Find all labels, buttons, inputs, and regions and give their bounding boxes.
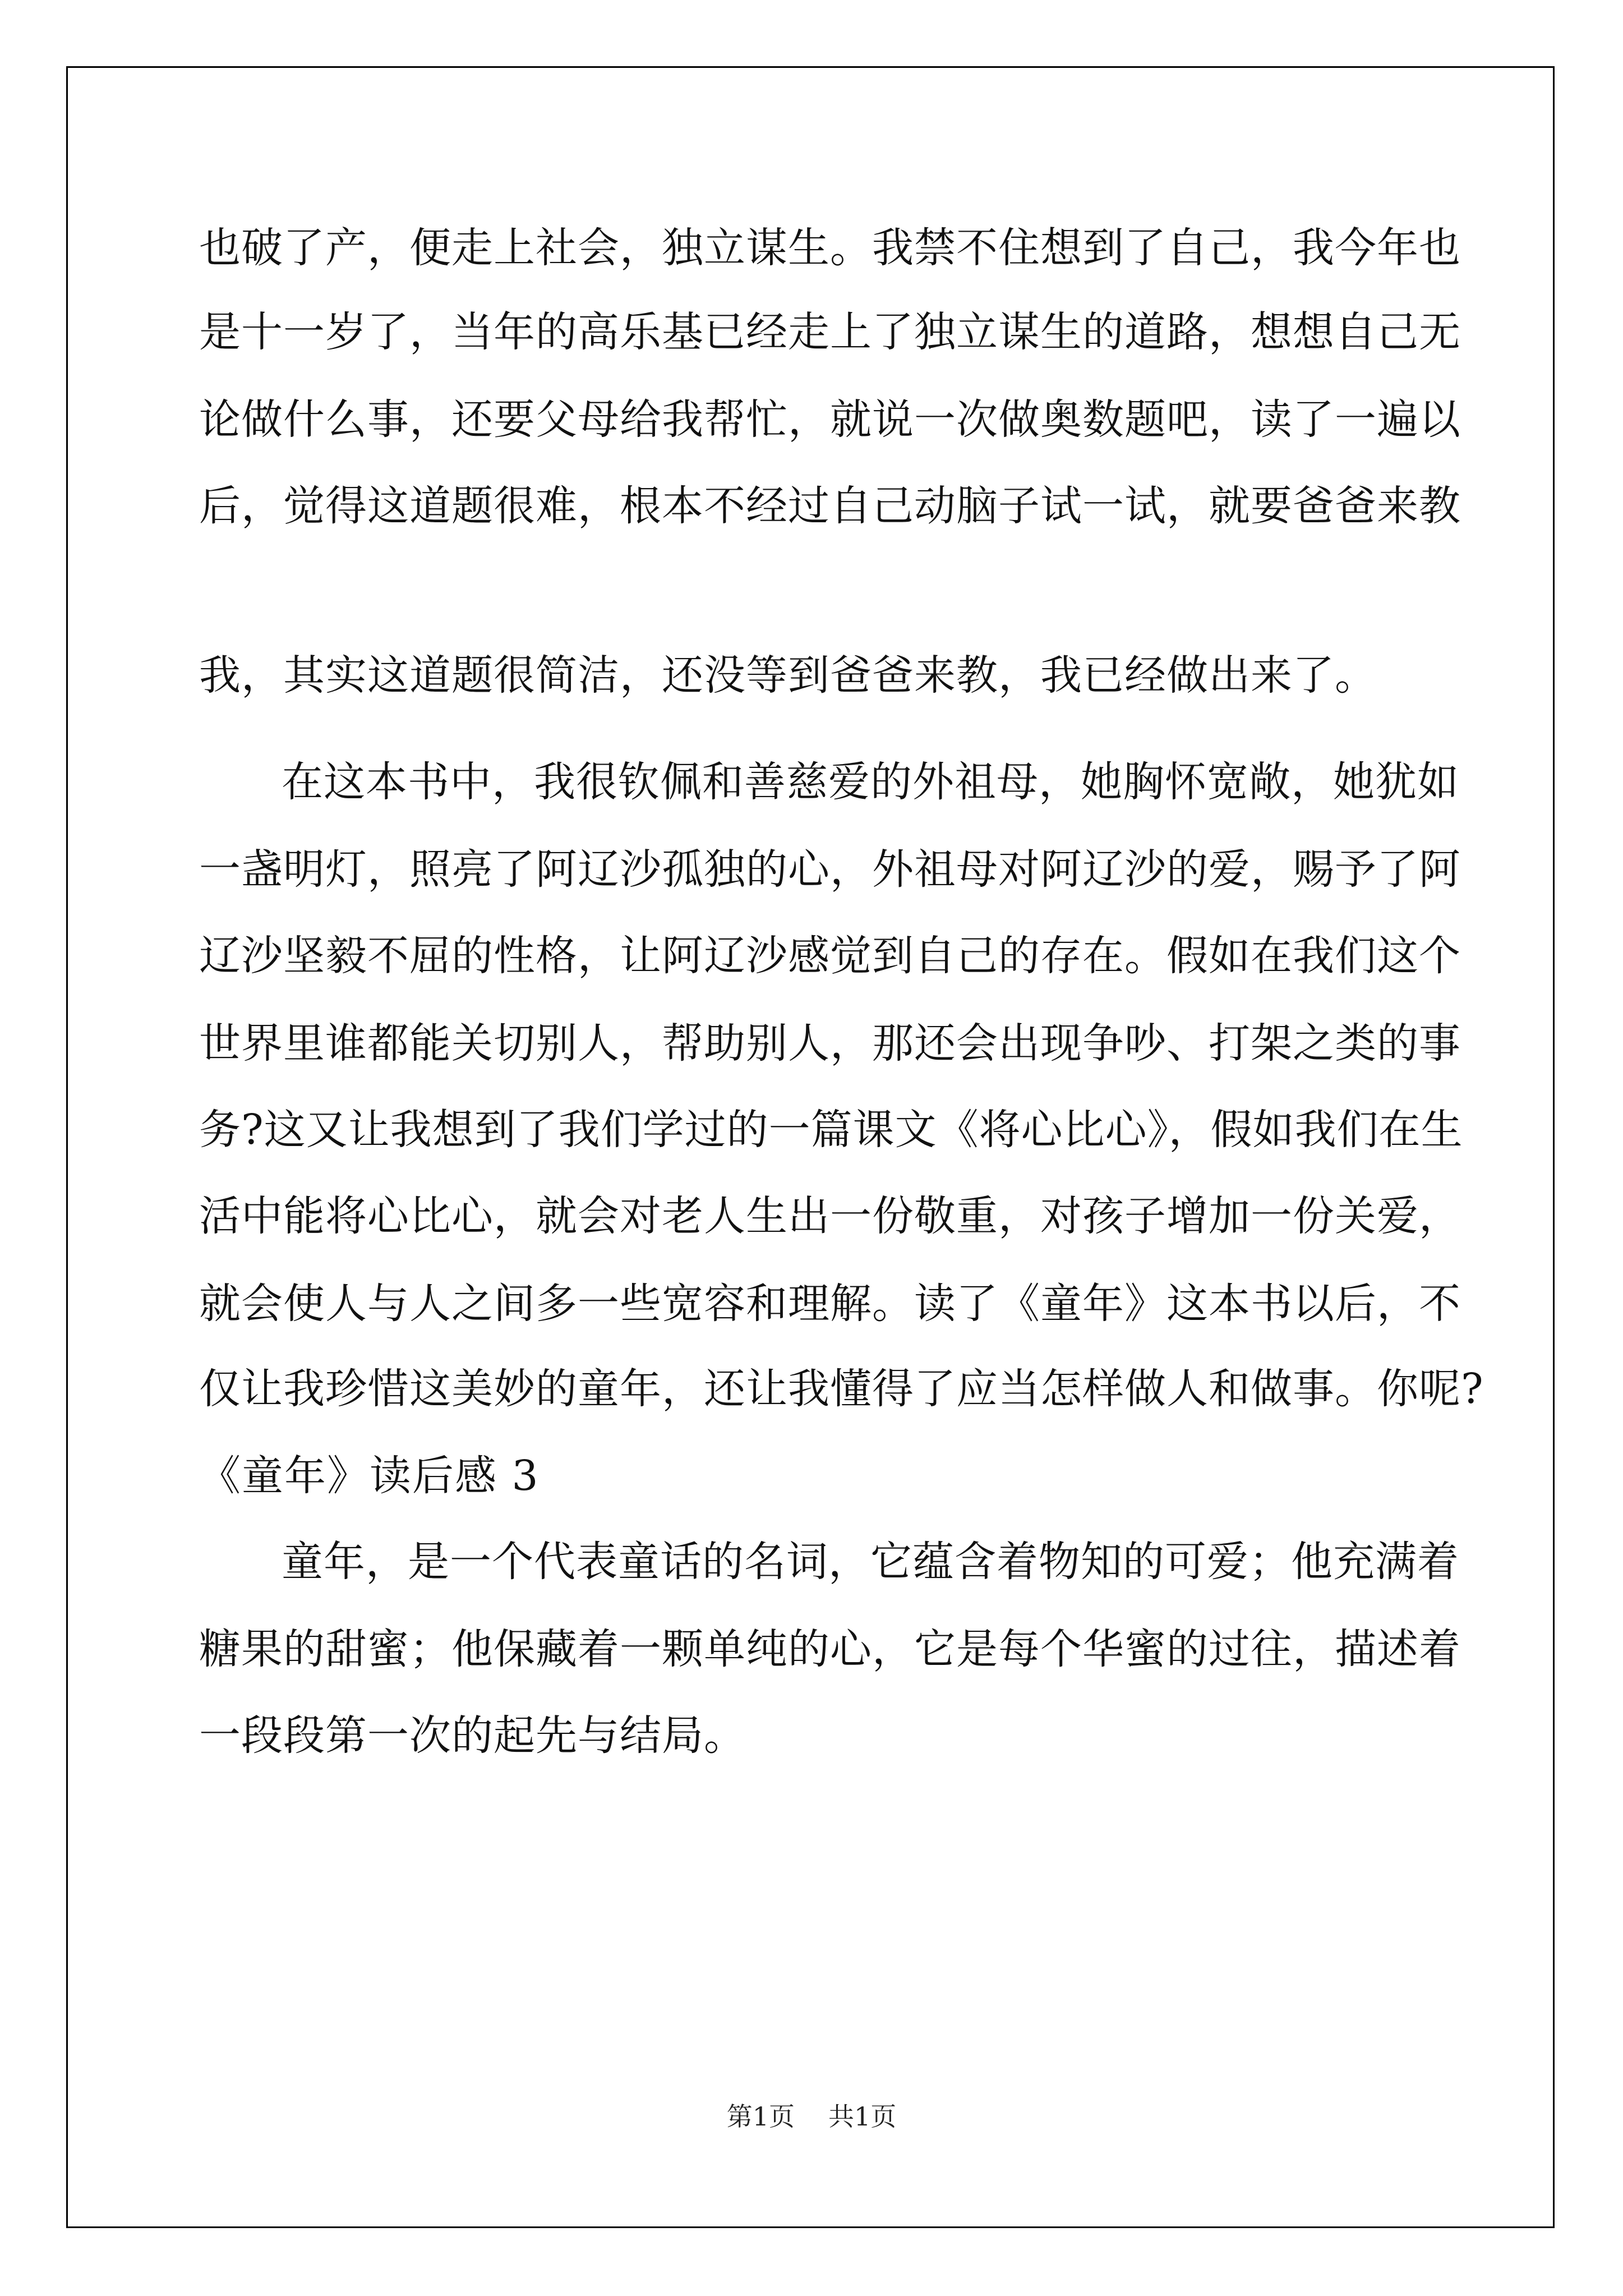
paragraph-line: 我，其实这道题很简洁，还没等到爸爸来教，我已经做出来了。 xyxy=(199,651,1377,700)
paragraph-line: 就会使人与人之间多一些宽容和理解。读了《童年》这本书以后，不 xyxy=(199,1280,1461,1328)
paragraph-line: 是十一岁了，当年的高乐基已经走上了独立谋生的道路，想想自己无 xyxy=(199,308,1461,356)
paragraph-line: 糖果的甜蜜；他保藏着一颗单纯的心，它是每个华蜜的过往，描述着 xyxy=(199,1625,1461,1673)
paragraph-line: 童年，是一个代表童话的名词，它蕴含着物知的可爱；他充满着 xyxy=(282,1538,1459,1586)
paragraph-line: 仅让我珍惜这美妙的童年，还让我懂得了应当怎样做人和做事。你呢? xyxy=(199,1365,1484,1413)
paragraph-line: 一段段第一次的起先与结局。 xyxy=(199,1711,746,1760)
paragraph-line: 一盏明灯，照亮了阿辽沙孤独的心，外祖母对阿辽沙的爱，赐予了阿 xyxy=(199,845,1461,894)
page-total: 共1页 xyxy=(828,2101,897,2132)
paragraph-line: 后，觉得这道题很难，根本不经过自己动脑子试一试，就要爸爸来教 xyxy=(199,482,1461,530)
paragraph-line: 在这本书中，我很钦佩和善慈爱的外祖母，她胸怀宽敞，她犹如 xyxy=(282,758,1459,806)
paragraph-line: 活中能将心比心，就会对老人生出一份敬重，对孩子增加一份关爱， xyxy=(199,1192,1461,1240)
paragraph-line: 也破了产，便走上社会，独立谋生。我禁不住想到了自己，我今年也 xyxy=(199,224,1461,272)
page-footer xyxy=(0,2096,1623,2133)
paragraph-line: 务?这又让我想到了我们学过的一篇课文《将心比心》，假如我们在生 xyxy=(199,1106,1463,1154)
section-heading: 《童年》读后感 3 xyxy=(199,1452,540,1500)
paragraph-line: 论做什么事，还要父母给我帮忙，就说一次做奥数题吧，读了一遍以 xyxy=(199,395,1461,444)
paragraph-line: 世界里谁都能关切别人，帮助别人，那还会出现争吵、打架之类的事 xyxy=(199,1019,1461,1068)
page-number: 第1页 xyxy=(726,2101,795,2132)
paragraph-line: 辽沙坚毅不屈的性格，让阿辽沙感觉到自己的存在。假如在我们这个 xyxy=(199,932,1461,980)
